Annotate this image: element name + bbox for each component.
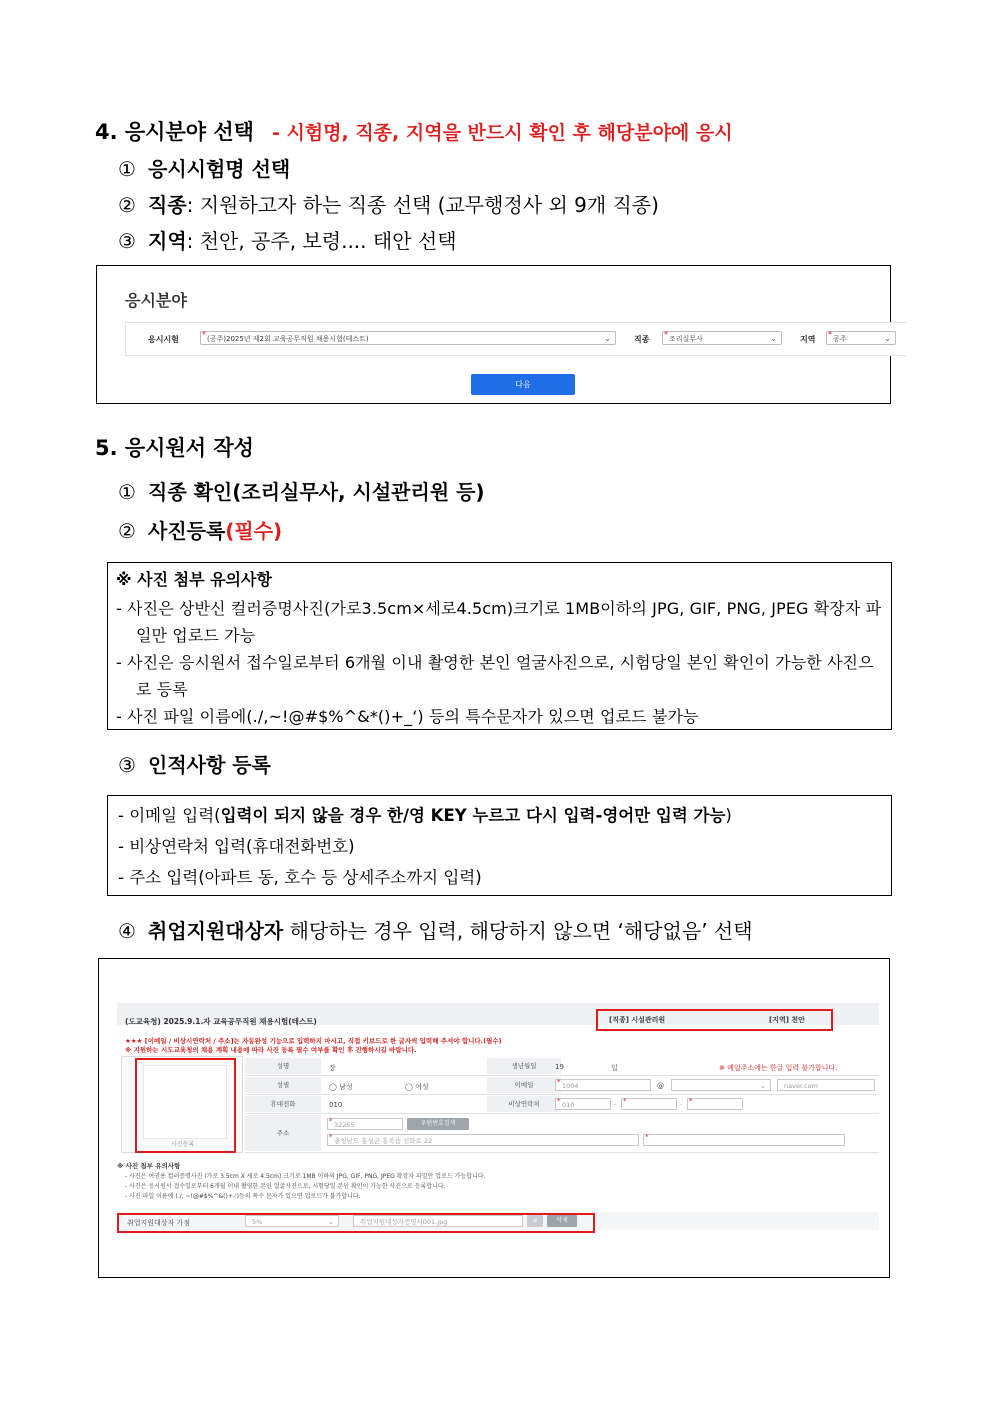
row-divider [245, 1094, 879, 1095]
emergency-value: 010 [562, 1101, 575, 1109]
required-mark: * [828, 330, 832, 339]
emergency-input-1[interactable] [555, 1098, 611, 1110]
address-detail-input[interactable] [643, 1134, 845, 1146]
email-domain-value: naver.com [784, 1082, 818, 1090]
row-divider [245, 1075, 879, 1076]
employment-select[interactable] [245, 1215, 339, 1227]
item-number: ① [118, 480, 136, 504]
screenshot-exam-selection [96, 265, 891, 404]
email-note: ※ 메일주소에는 한글 입력 불가합니다. [719, 1064, 838, 1072]
emergency-label: 비상연락처 [487, 1096, 561, 1112]
required-mark: * [645, 1133, 649, 1141]
exam-title: (도교육청) 2025.9.1.자 교육공무직원 채용시험(테스트) [125, 1017, 317, 1026]
required-mark: * [329, 1117, 333, 1125]
employment-value: 5% [252, 1218, 263, 1226]
screenshot-application-form [98, 958, 890, 1278]
employment-file-input[interactable] [353, 1215, 523, 1227]
required-label: (필수) [225, 519, 283, 543]
item-text: 해당하는 경우 입력, 해당하지 않으면 ‘해당없음’ 선택 [283, 919, 753, 943]
personal-info-notice-box [107, 795, 892, 896]
chevron-down-icon: ⌄ [770, 334, 777, 343]
region-tag: [지역] 천안 [769, 1016, 805, 1024]
section4-title: 4. 응시분야 선택 [95, 120, 254, 144]
photo-placeholder[interactable] [143, 1065, 227, 1139]
zip-input[interactable] [327, 1118, 403, 1130]
exam-field-title: 응시분야 [125, 291, 187, 310]
section4-item-1 [118, 153, 290, 182]
inner-notice-line: - 사진은 응시원서 접수일로부터 6개월 이내 촬영한 본인 얼굴사진으로, 시험당일 본인 확인이 가능한 사진으로 등록합니다. [125, 1183, 446, 1190]
job-select[interactable] [662, 331, 782, 345]
gender-female-option[interactable]: ◯ 여성 [405, 1083, 429, 1091]
name-label: 성명 [245, 1058, 321, 1074]
email-bold: 입력이 되지 않을 경우 한/영 KEY 누르고 다시 입력-영어만 입력 가능 [220, 806, 726, 825]
notice-line-email [118, 800, 881, 831]
section5-item-2 [118, 515, 282, 544]
name-value: 장 [329, 1064, 336, 1072]
employment-label: 취업지원대상자 가점 [127, 1219, 191, 1227]
region-select-value: 공주 [833, 335, 847, 343]
address-input[interactable] [327, 1134, 639, 1146]
next-button[interactable]: 다음 [471, 374, 575, 395]
required-mark: * [329, 1133, 333, 1141]
birth-label: 생년월일 [487, 1058, 561, 1074]
notice-line-emergency: - 비상연락처 입력(휴대전화번호) [118, 837, 355, 856]
item-bold: 인적사항 등록 [148, 753, 271, 777]
photo-notice-line: - 사진은 응시원서 접수일로부터 6개월 이내 촬영한 본인 얼굴사진으로, 시험당일 본인 확인이 가능한 사진으로 등록 [116, 653, 874, 699]
item-bold: 취업지원대상자 [148, 919, 284, 943]
photo-notice-box [107, 562, 892, 730]
region-select[interactable] [826, 331, 896, 345]
email-at-sign: @ [657, 1082, 664, 1090]
emergency-input-2[interactable] [621, 1098, 677, 1110]
gender-label: 성별 [245, 1077, 321, 1093]
job-label: 직종 [634, 335, 650, 344]
section4-item-3 [118, 225, 457, 254]
item-number: ④ [118, 919, 136, 943]
dash-separator: - [680, 1101, 683, 1109]
exam-select[interactable] [200, 331, 616, 345]
item-bold: 직종 [148, 193, 187, 217]
photo-notice-line: - 사진 파일 이름에(./,~!@#$%^&*()+_‘) 등의 특수문자가 있으면 업로드 불가능 [116, 707, 699, 726]
section5-item-3 [118, 749, 271, 778]
section5-item-1 [118, 476, 485, 505]
section5-item-4 [118, 915, 753, 944]
job-tag: [직종] 시설관리원 [609, 1016, 666, 1024]
required-mark: * [689, 1097, 693, 1105]
section4-item-2 [118, 189, 659, 218]
item-bold: 지역 [148, 229, 187, 253]
exam-label: 응시시험 [148, 335, 179, 344]
item-text: : 천안, 공주, 보령.... 태안 선택 [186, 229, 457, 253]
item-number: ② [118, 193, 136, 217]
item-number: ③ [118, 229, 136, 253]
required-mark: * [664, 330, 668, 339]
address-value: 충청남도 홍성군 홍북읍 선화로 22 [334, 1137, 433, 1145]
item-number: ③ [118, 753, 136, 777]
item-bold: 사진등록 [148, 519, 226, 543]
email-domain-input[interactable] [777, 1079, 875, 1091]
email-suffix: ) [725, 806, 732, 825]
employment-file-name: 취업지원대상자증명서001.jpg [360, 1218, 448, 1226]
required-mark: * [557, 1097, 561, 1105]
region-label: 지역 [800, 335, 816, 344]
row-divider [245, 1152, 879, 1153]
birth-year-value: 19 [555, 1063, 564, 1071]
row-divider [245, 1113, 879, 1114]
section4-note: - 시험명, 직종, 지역을 반드시 확인 후 해당분야에 응시 [271, 122, 733, 144]
chevron-down-icon: ⌄ [884, 334, 891, 343]
email-id-value: 1004 [562, 1082, 579, 1090]
section4-heading [95, 116, 733, 146]
email-id-input[interactable] [555, 1079, 651, 1091]
gender-male-option[interactable]: ◯ 남성 [329, 1083, 353, 1091]
section5-heading: 5. 응시원서 작성 [95, 436, 254, 460]
email-domain-select[interactable] [671, 1079, 771, 1091]
gender-female-label: 여성 [415, 1083, 429, 1091]
item-bold: 직종 확인(조리실무사, 시설관리원 등) [148, 480, 485, 504]
zip-search-button[interactable]: 우편번호검색 [407, 1118, 469, 1130]
item-number: ① [118, 157, 136, 181]
email-prefix: - 이메일 입력( [118, 806, 221, 825]
inner-notice-line: - 사진 파일 이름에 (./, ~!@#$%^&()+-')등의 특수 문자가 있으면 업로드가 불가합니다. [125, 1193, 361, 1200]
delete-button[interactable]: 삭제 [547, 1215, 577, 1227]
gender-male-label: 남성 [339, 1083, 353, 1091]
birth-day-suffix: 일 [611, 1064, 618, 1072]
chevron-down-icon: ⌄ [604, 334, 611, 343]
photo-upload-label[interactable]: 사진등록 [171, 1141, 195, 1148]
emergency-input-3[interactable] [687, 1098, 743, 1110]
dash-separator: - [614, 1101, 617, 1109]
inner-notice-line: - 사진은 여권용 컬러증명사진 (가로 3.5cm X 세로 4.5cm) 크기로 1MB 이하의 JPG, GIF, PNG, JPEG 확장자 파일만 업로드 가능합니다. [125, 1173, 486, 1180]
chevron-down-icon: ⌄ [328, 1218, 334, 1226]
zip-value: 32255 [334, 1121, 355, 1129]
warning-line: ※ 지원하는 시도교육청의 채용 계획 내용에 따라 사진 등록 필수 여부를 확인 후 진행하시길 바랍니다. [125, 1046, 417, 1054]
inner-notice-title: ※ 사진 첨부 유의사항 [117, 1162, 181, 1170]
exam-field-row [125, 322, 906, 356]
job-select-value: 조리실무사 [669, 335, 703, 343]
photo-notice-title: ※ 사진 첨부 유의사항 [116, 570, 272, 589]
item-text: : 지원하고자 하는 직종 선택 (교무행정사 외 9개 직종) [186, 193, 659, 217]
phone-label: 휴대전화 [245, 1096, 321, 1112]
email-label: 이메일 [487, 1077, 561, 1093]
warning-line: ★★★ [이메일 / 비상시연락처 / 주소]는 자동완성 기능으로 입력하지 마시고, 직접 키보드로 한 글자씩 입력해 주셔야 합니다.(필수) [125, 1037, 502, 1045]
required-mark: * [623, 1097, 627, 1105]
required-mark: * [557, 1078, 561, 1086]
phone-value: 010 [329, 1101, 343, 1109]
chevron-down-icon: ⌄ [760, 1082, 766, 1090]
item-bold: 응시시험명 선택 [148, 157, 291, 181]
exam-select-value: (공주)2025년 제2회 교육공무직원 채용시험(테스트) [207, 335, 369, 343]
attach-icon[interactable]: ⌀ [527, 1215, 543, 1227]
photo-notice-line: - 사진은 상반신 컬러증명사진(가로3.5cm×세로4.5cm)크기로 1MB이하의 JPG, GIF, PNG, JPEG 확장자 파일만 업로드 가능 [116, 599, 882, 645]
address-label: 주소 [245, 1115, 321, 1151]
required-mark: * [202, 330, 206, 339]
item-number: ② [118, 519, 136, 543]
notice-line-address: - 주소 입력(아파트 동, 호수 등 상세주소까지 입력) [118, 868, 482, 887]
